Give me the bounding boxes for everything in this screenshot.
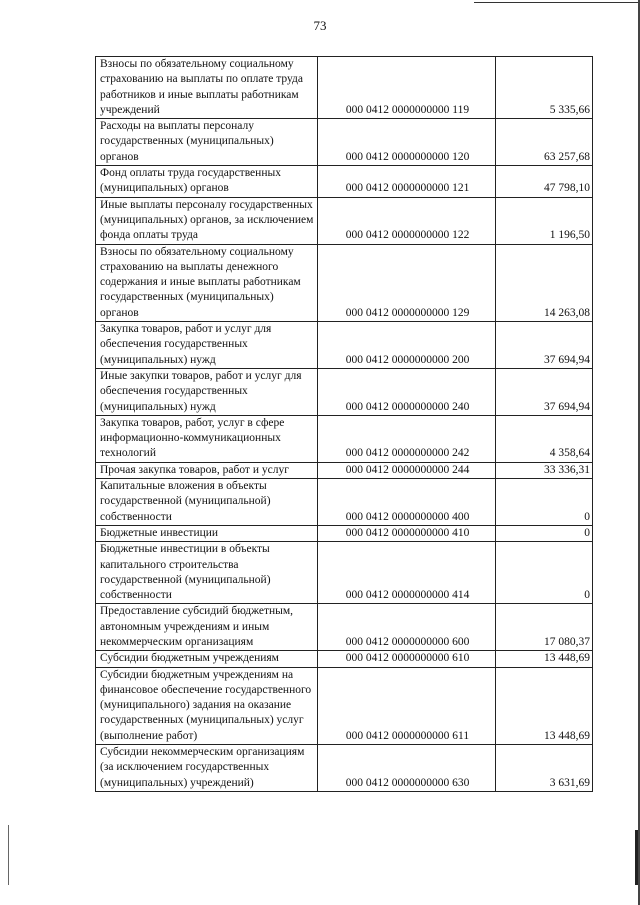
table-row xyxy=(96,197,593,244)
table-row xyxy=(96,244,593,321)
amount: 3 631,69 xyxy=(496,745,593,792)
table-row xyxy=(96,667,593,744)
budget-code: 000 0412 0000000000 630 xyxy=(318,745,496,792)
amount: 5 335,66 xyxy=(496,57,593,119)
expense-name: Субсидии бюджетным учреждениям на финансовое обеспечение государственного (муниципального) задания на оказание государственных (муниципальных) услуг (выполнение работ) xyxy=(96,667,318,744)
amount: 47 798,10 xyxy=(496,166,593,198)
expense-name: Бюджетные инвестиции xyxy=(96,525,318,541)
scan-edge-mark xyxy=(635,830,638,885)
budget-code: 000 0412 0000000000 200 xyxy=(318,322,496,369)
budget-code: 000 0412 0000000000 400 xyxy=(318,479,496,526)
amount: 1 196,50 xyxy=(496,197,593,244)
expense-name: Субсидии некоммерческим организациям (за исключением государственных (муниципальных) учреждений) xyxy=(96,745,318,792)
expense-name: Закупка товаров, работ и услуг для обеспечения государственных (муниципальных) нужд xyxy=(96,322,318,369)
expense-name: Субсидии бюджетным учреждениям xyxy=(96,651,318,667)
expense-name: Иные закупки товаров, работ и услуг для обеспечения государственных (муниципальных) нужд xyxy=(96,368,318,415)
budget-code: 000 0412 0000000000 611 xyxy=(318,667,496,744)
amount: 33 336,31 xyxy=(496,462,593,478)
expense-name: Предоставление субсидий бюджетным, автономным учреждениям и иным некоммерческим организациям xyxy=(96,604,318,651)
table-row xyxy=(96,57,593,119)
budget-code: 000 0412 0000000000 244 xyxy=(318,462,496,478)
budget-code: 000 0412 0000000000 410 xyxy=(318,525,496,541)
budget-code: 000 0412 0000000000 242 xyxy=(318,415,496,462)
amount: 0 xyxy=(496,542,593,604)
table-row xyxy=(96,542,593,604)
expense-name: Расходы на выплаты персоналу государственных (муниципальных) органов xyxy=(96,119,318,166)
table-row xyxy=(96,745,593,792)
amount: 13 448,69 xyxy=(496,651,593,667)
budget-table xyxy=(95,56,593,792)
budget-code: 000 0412 0000000000 600 xyxy=(318,604,496,651)
budget-code: 000 0412 0000000000 121 xyxy=(318,166,496,198)
scan-left-mark xyxy=(8,825,9,885)
expense-name: Бюджетные инвестиции в объекты капитального строительства государственной (муниципальной) собственности xyxy=(96,542,318,604)
table-row xyxy=(96,651,593,667)
budget-code: 000 0412 0000000000 240 xyxy=(318,368,496,415)
expense-name: Взносы по обязательному социальному страхованию на выплаты по оплате труда работников и иные выплаты работникам учреждений xyxy=(96,57,318,119)
expense-name: Прочая закупка товаров, работ и услуг xyxy=(96,462,318,478)
amount: 63 257,68 xyxy=(496,119,593,166)
table-row xyxy=(96,479,593,526)
table-row xyxy=(96,462,593,478)
amount: 17 080,37 xyxy=(496,604,593,651)
table-row xyxy=(96,322,593,369)
budget-code: 000 0412 0000000000 119 xyxy=(318,57,496,119)
amount: 0 xyxy=(496,525,593,541)
amount: 13 448,69 xyxy=(496,667,593,744)
budget-code: 000 0412 0000000000 610 xyxy=(318,651,496,667)
budget-code: 000 0412 0000000000 122 xyxy=(318,197,496,244)
amount: 0 xyxy=(496,479,593,526)
budget-code: 000 0412 0000000000 129 xyxy=(318,244,496,321)
table-row xyxy=(96,415,593,462)
table-row xyxy=(96,368,593,415)
expense-name: Взносы по обязательному социальному страхованию на выплаты денежного содержания и иные выплаты работникам государственных (муниципальных) органов xyxy=(96,244,318,321)
table-row xyxy=(96,119,593,166)
budget-code: 000 0412 0000000000 414 xyxy=(318,542,496,604)
expense-name: Фонд оплаты труда государственных (муниципальных) органов xyxy=(96,166,318,198)
table-row xyxy=(96,166,593,198)
expense-name: Закупка товаров, работ, услуг в сфере информационно-коммуникационных технологий xyxy=(96,415,318,462)
budget-code: 000 0412 0000000000 120 xyxy=(318,119,496,166)
amount: 37 694,94 xyxy=(496,368,593,415)
table-row xyxy=(96,604,593,651)
top-border-line xyxy=(474,2,640,3)
expense-name: Иные выплаты персоналу государственных (муниципальных) органов, за исключением фонда оплаты труда xyxy=(96,197,318,244)
amount: 37 694,94 xyxy=(496,322,593,369)
expense-name: Капитальные вложения в объекты государственной (муниципальной) собственности xyxy=(96,479,318,526)
page-number: 73 xyxy=(313,18,327,33)
amount: 14 263,08 xyxy=(496,244,593,321)
table-row xyxy=(96,525,593,541)
amount: 4 358,64 xyxy=(496,415,593,462)
